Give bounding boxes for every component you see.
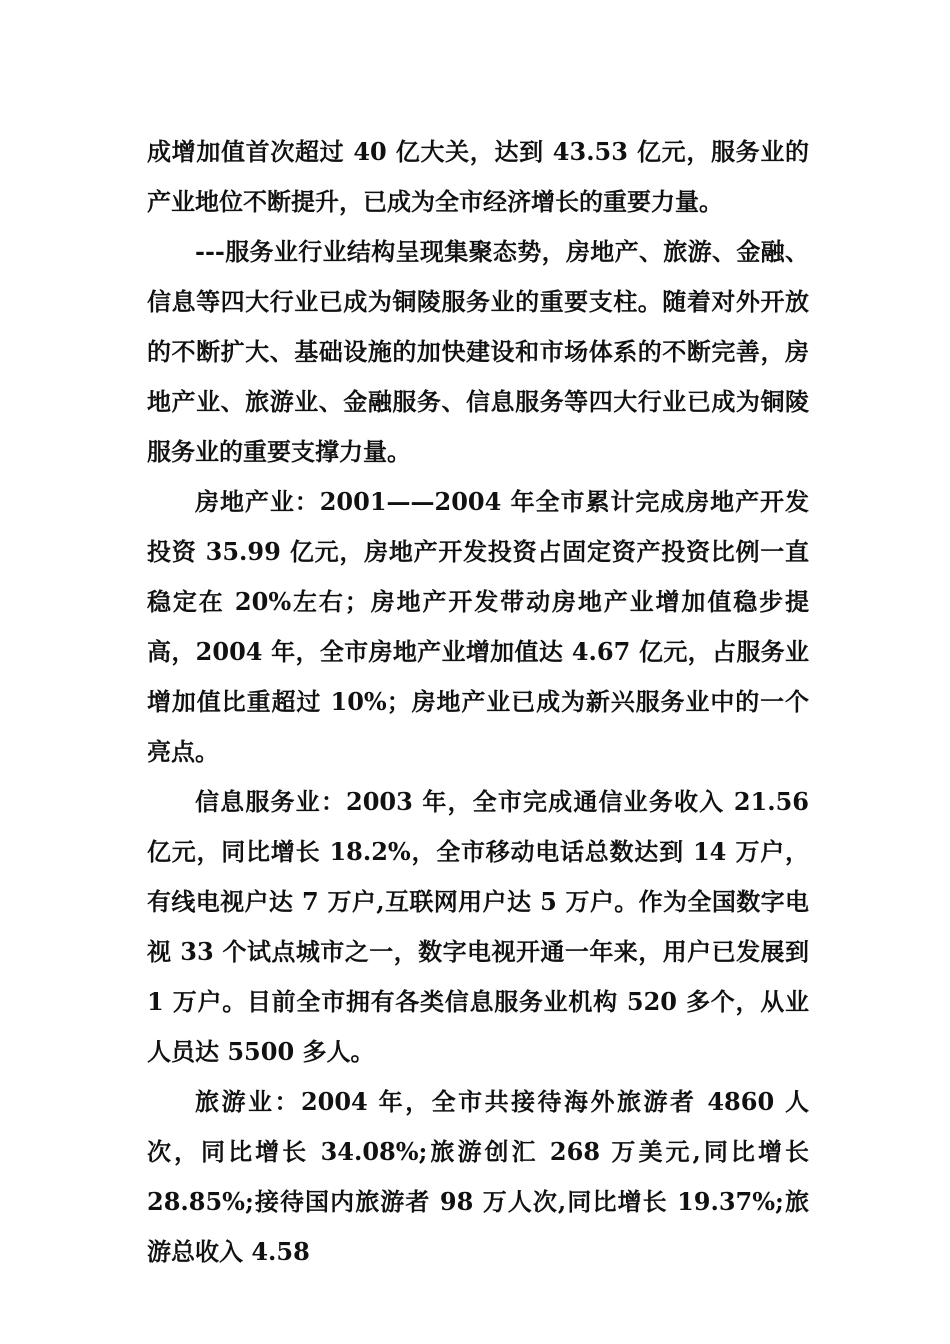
paragraph-information-services: 信息服务业：2003 年，全市完成通信业务收入 21.56 亿元，同比增长 18.2%，全市移动电话总数达到 14 万户，有线电视户达 7 万户,互联网用户达 5 万户。作为全国数字电视 33 个试点城市之一，数字电视开通一年来，用户已发展到 1 万户。目前全市拥有各类信息服务业机构 520 多个，从业人员达 5500 多人。 bbox=[147, 787, 809, 1066]
paragraph-industry-structure: ---服务业行业结构呈现集聚态势，房地产、旅游、金融、信息等四大行业已成为铜陵服务业的重要支柱。随着对外开放的不断扩大、基础设施的加快建设和市场体系的不断完善，房地产业、旅游业、金融服务、信息服务等四大行业已成为铜陵服务业的重要支撑力量。 bbox=[147, 237, 809, 466]
paragraph-tourism: 旅游业：2004 年，全市共接待海外旅游者 4860 人次，同比增长 34.08%;旅游创汇 268 万美元,同比增长 28.85%;接待国内旅游者 98 万人次,同比增长 19.37%;旅游总收入 4.58 bbox=[147, 1087, 809, 1266]
paragraph-real-estate: 房地产业：2001——2004 年全市累计完成房地产开发投资 35.99 亿元，房地产开发投资占固定资产投资比例一直稳定在 20%左右；房地产开发带动房地产业增加值稳步提高，2004 年，全市房地产业增加值达 4.67 亿元，占服务业增加值比重超过 10%；房地产业已成为新兴服务业中的一个亮点。 bbox=[147, 487, 809, 766]
document-body bbox=[147, 127, 809, 1277]
paragraph-service-value-added: 成增加值首次超过 40 亿大关，达到 43.53 亿元，服务业的产业地位不断提升，已成为全市经济增长的重要力量。 bbox=[147, 137, 809, 216]
